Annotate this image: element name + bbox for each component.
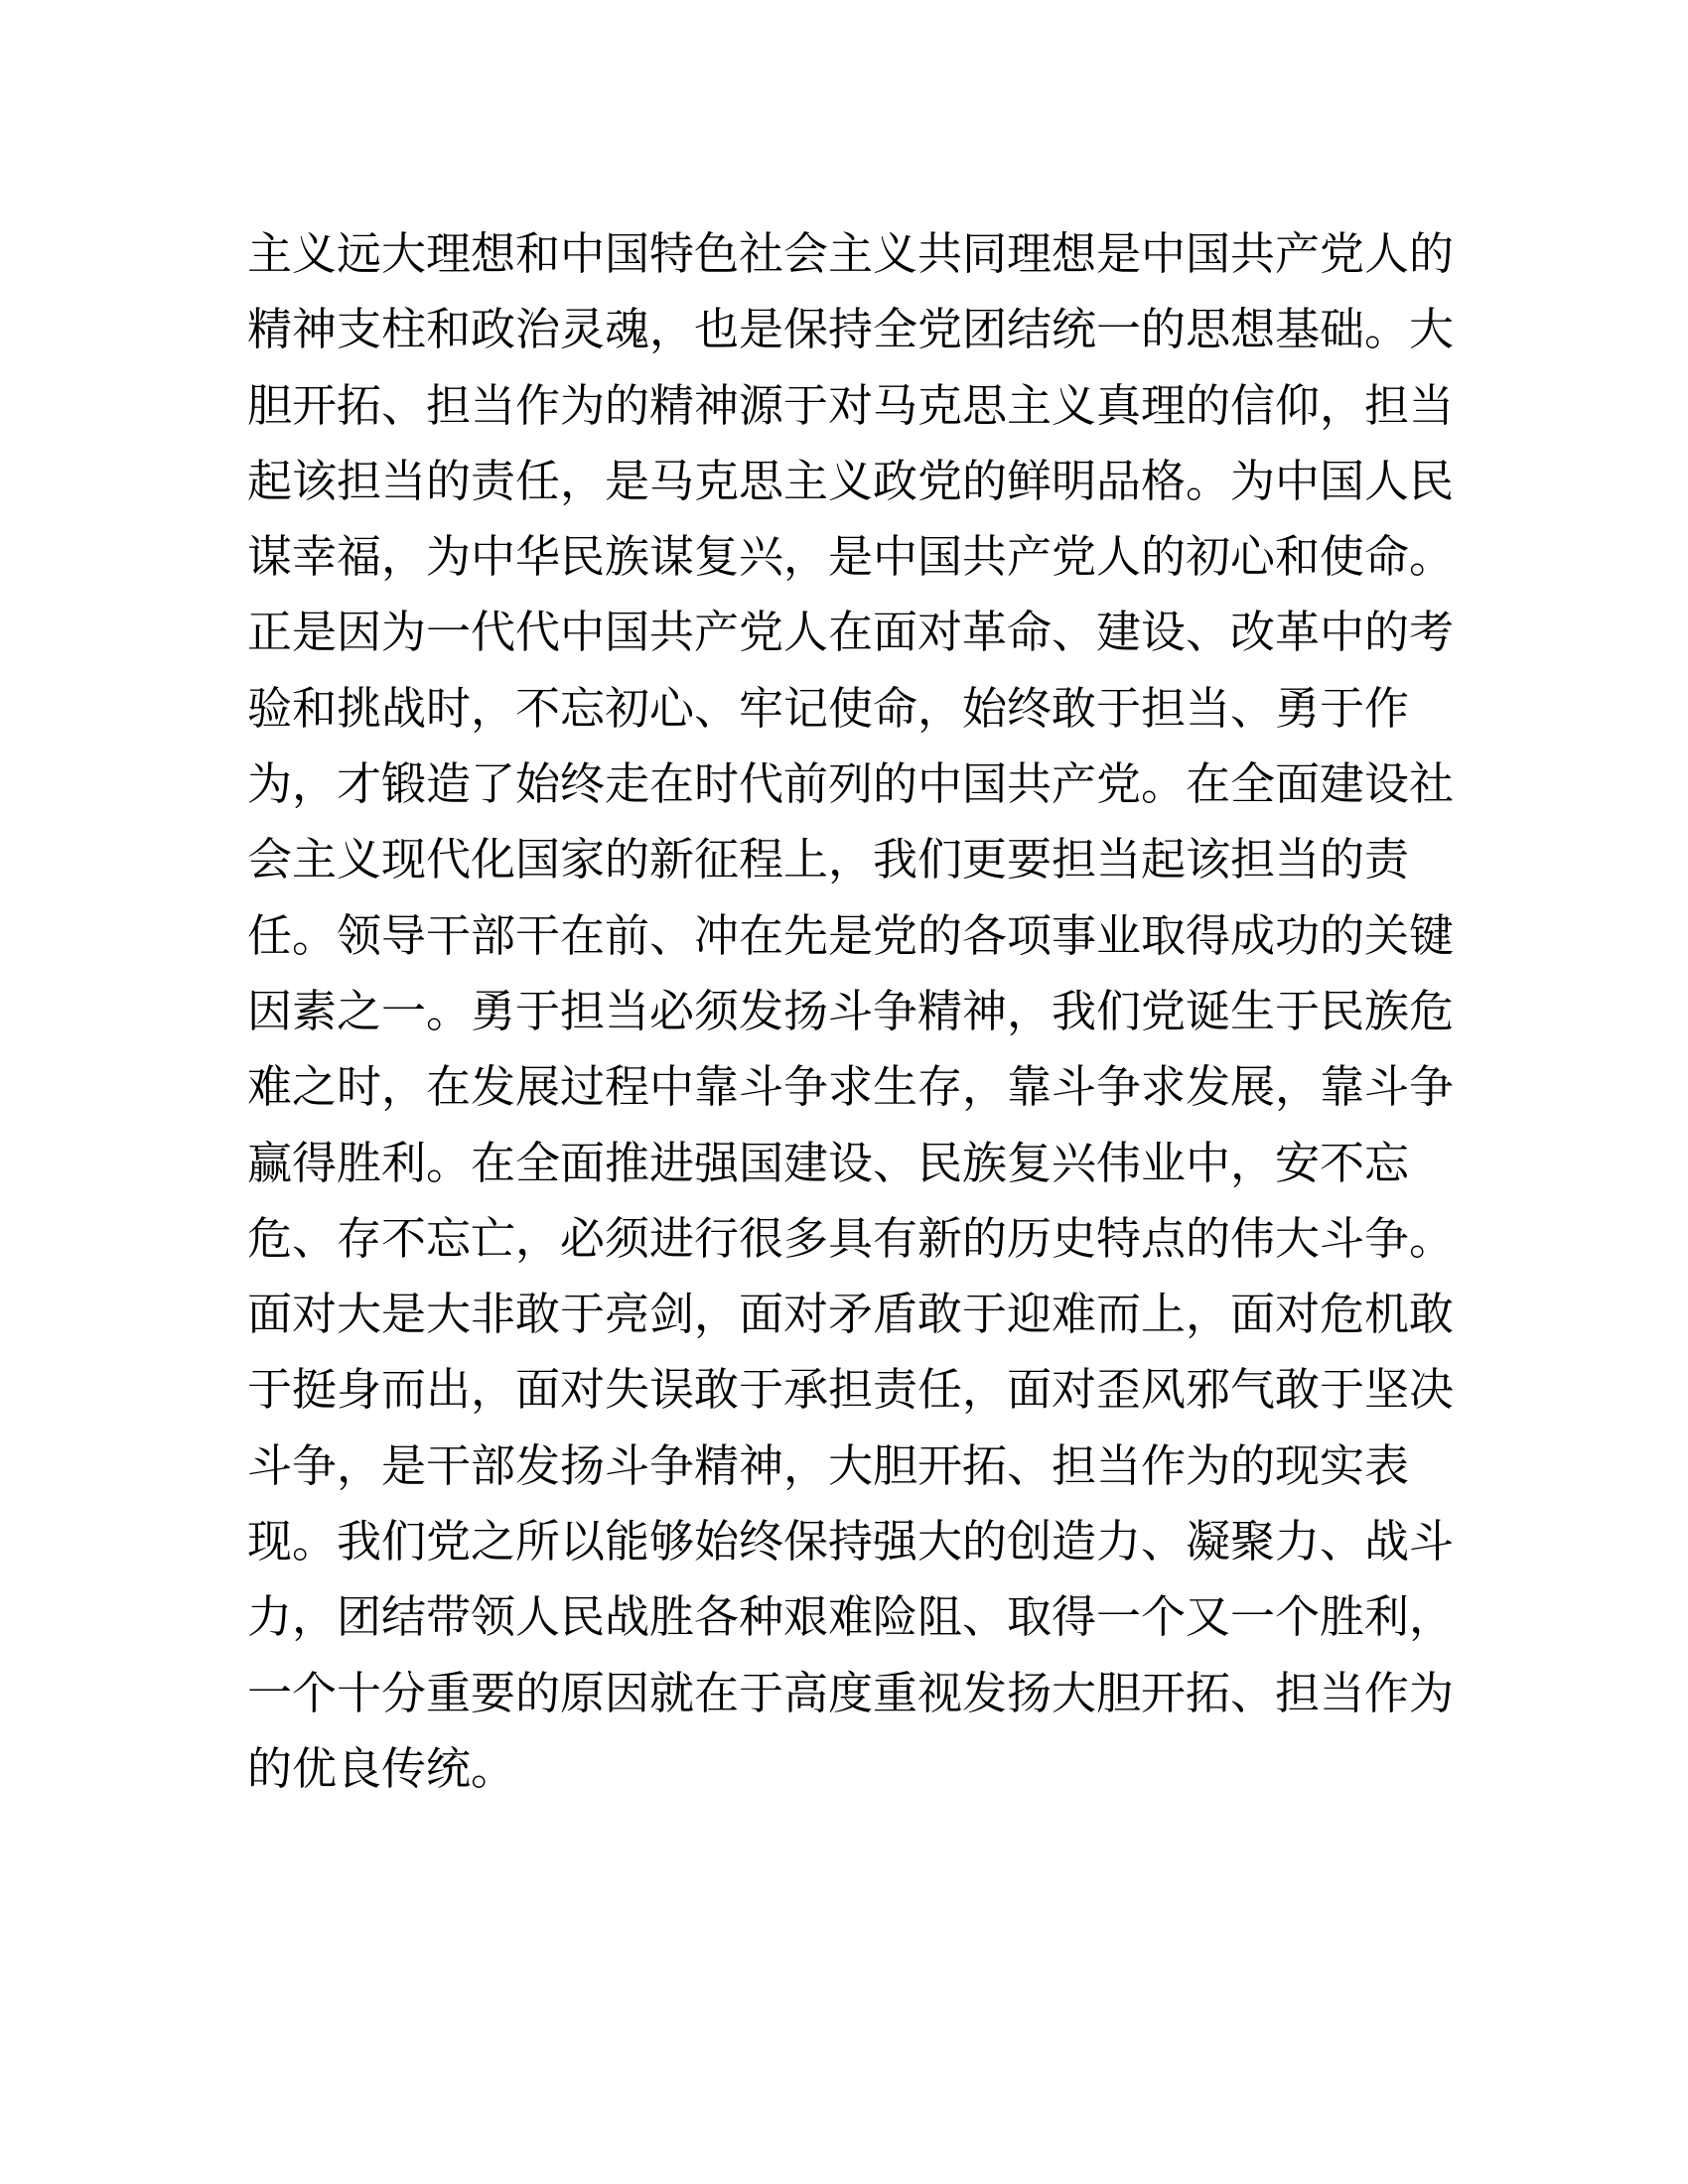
text-line: 为，才锻造了始终走在时代前列的中国共产党。在全面建设社 xyxy=(247,757,1455,811)
text-line: 斗争，是干部发扬斗争精神，大胆开拓、担当作为的现实表 xyxy=(247,1438,1410,1492)
text-line: 验和挑战时，不忘初心、牢记使命，始终敢于担当、勇于作 xyxy=(247,681,1410,735)
text-line: 一个十分重要的原因就在于高度重视发扬大胆开拓、担当作为 xyxy=(247,1666,1455,1719)
text-line: 危、存不忘亡，必须进行很多具有新的历史特点的伟大斗争。 xyxy=(247,1211,1455,1265)
text-line: 现。我们党之所以能够始终保持强大的创造力、凝聚力、战斗 xyxy=(247,1515,1455,1569)
text-line: 正是因为一代代中国共产党人在面对革命、建设、改革中的考 xyxy=(247,606,1455,659)
text-line: 任。领导干部干在前、冲在先是党的各项事业取得成功的关键 xyxy=(247,908,1455,962)
text-line: 面对大是大非敢于亮剑，面对矛盾敢于迎难而上，面对危机敢 xyxy=(247,1288,1455,1341)
text-line: 胆开拓、担当作为的精神源于对马克思主义真理的信仰，担当 xyxy=(247,378,1455,432)
text-line: 难之时，在发展过程中靠斗争求生存，靠斗争求发展，靠斗争 xyxy=(247,1060,1455,1114)
body-paragraph xyxy=(247,216,1455,1807)
text-line: 于挺身而出，面对失误敢于承担责任，面对歪风邪气敢于坚决 xyxy=(247,1363,1455,1417)
text-line: 赢得胜利。在全面推进强国建设、民族复兴伟业中，安不忘 xyxy=(247,1136,1410,1189)
text-line: 力，团结带领人民战胜各种艰难险阻、取得一个又一个胜利， xyxy=(247,1590,1455,1644)
text-line: 因素之一。勇于担当必须发扬斗争精神，我们党诞生于民族危 xyxy=(247,984,1455,1037)
text-line: 的优良传统。 xyxy=(247,1741,516,1795)
text-line: 精神支柱和政治灵魂，也是保持全党团结统一的思想基础。大 xyxy=(247,303,1455,356)
text-line: 会主义现代化国家的新征程上，我们更要担当起该担当的责 xyxy=(247,833,1410,887)
text-line: 主义远大理想和中国特色社会主义共同理想是中国共产党人的 xyxy=(247,227,1455,280)
text-line: 谋幸福，为中华民族谋复兴，是中国共产党人的初心和使命。 xyxy=(247,530,1455,584)
text-line: 起该担当的责任，是马克思主义政党的鲜明品格。为中国人民 xyxy=(247,454,1455,507)
